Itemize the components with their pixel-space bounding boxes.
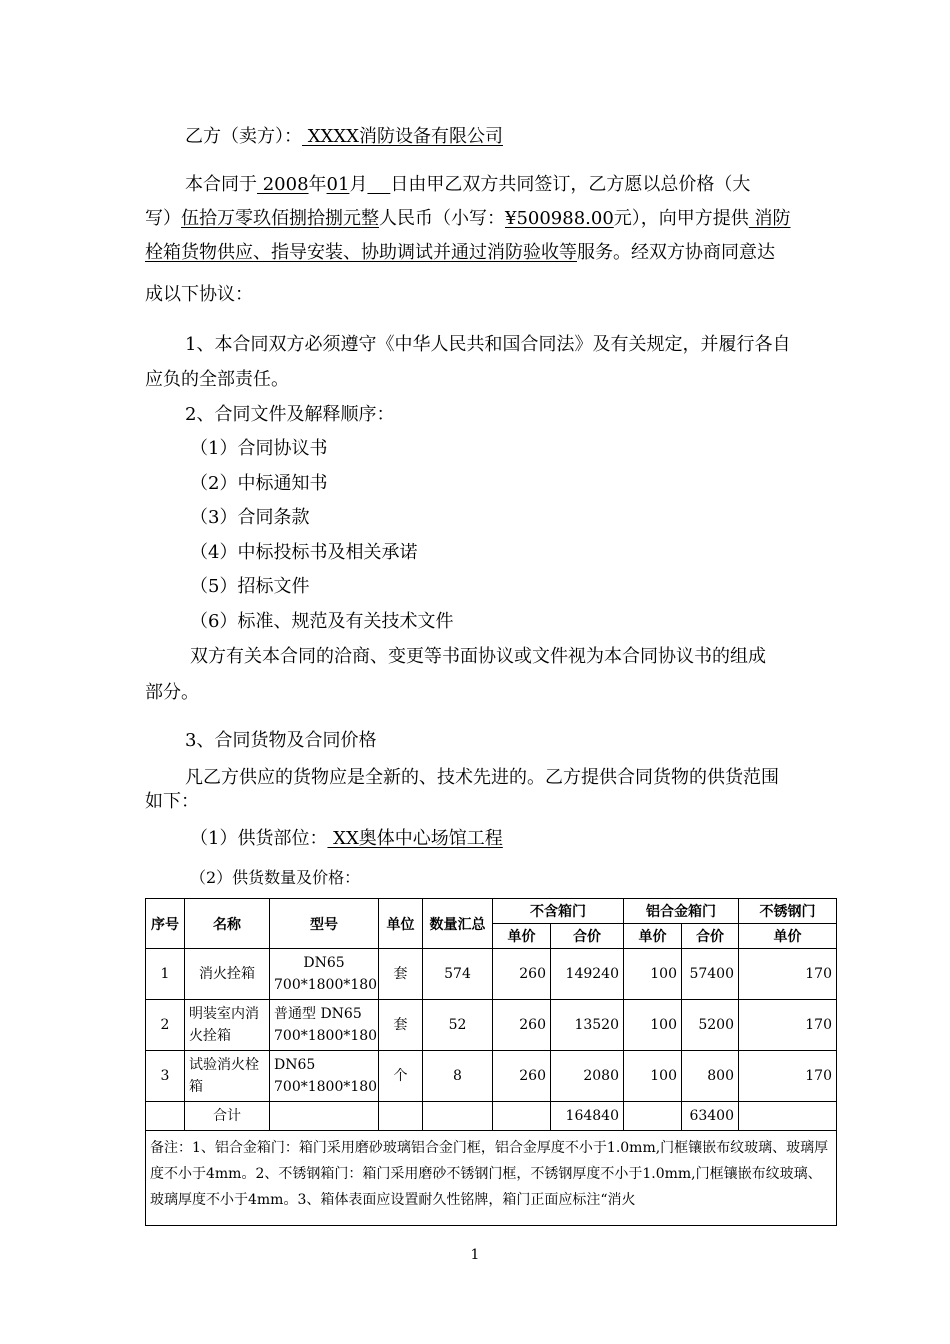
intro-text: 年 bbox=[308, 174, 327, 195]
cell-ss-price: 170 bbox=[739, 949, 837, 1000]
header-total-price: 合价 bbox=[551, 924, 624, 949]
doc-list-item: （1）合同协议书 bbox=[190, 438, 328, 459]
contract-year: 2008 bbox=[257, 174, 309, 195]
header-unit-price: 单价 bbox=[739, 924, 837, 949]
cell-alu-price: 100 bbox=[624, 949, 682, 1000]
intro-text: 日由甲乙双方共同签订，乙方愿以总价格（大 bbox=[390, 174, 751, 195]
cell-seq: 2 bbox=[146, 1000, 185, 1051]
table-row bbox=[146, 949, 837, 1000]
table-row bbox=[146, 1051, 837, 1102]
service-scope: 栓箱货物供应、指导安装、协助调试并通过消防验收等 bbox=[145, 242, 577, 263]
clause-2-tail-2: 部分。 bbox=[145, 682, 199, 703]
cell-name: 消火拴箱 bbox=[185, 949, 270, 1000]
cell-qty: 8 bbox=[423, 1051, 493, 1102]
header-unit: 单位 bbox=[379, 899, 423, 949]
cell-no-door-total: 13520 bbox=[551, 1000, 624, 1051]
doc-list-item: （3）合同条款 bbox=[190, 507, 310, 528]
doc-list-item: （4）中标投标书及相关承诺 bbox=[190, 542, 418, 563]
supply-qty-label: （2）供货数量及价格： bbox=[190, 868, 361, 887]
intro-text: 服务。经双方协商同意达 bbox=[577, 242, 775, 263]
intro-text: 月 bbox=[349, 174, 368, 195]
header-no-door: 不含箱门 bbox=[493, 899, 624, 924]
header-ss-door: 不锈钢门 bbox=[739, 899, 837, 924]
cell-model: DN65 700*1800*180 bbox=[270, 949, 379, 1000]
cell-seq: 3 bbox=[146, 1051, 185, 1102]
table-total-row bbox=[146, 1102, 837, 1131]
clause-3-line-1: 凡乙方供应的货物应是全新的、技术先进的。乙方提供合同货物的供货范围 bbox=[185, 767, 779, 788]
header-total-price: 合价 bbox=[682, 924, 739, 949]
cell-empty bbox=[379, 1102, 423, 1131]
intro-text: 本合同于 bbox=[185, 174, 257, 195]
supply-site-value: XX奥体中心场馆工程 bbox=[327, 828, 503, 849]
amount-in-words: 伍拾万零玖佰捌拾捌元整 bbox=[181, 208, 379, 229]
header-name: 名称 bbox=[185, 899, 270, 949]
cell-no-door-price: 260 bbox=[493, 1051, 551, 1102]
cell-empty bbox=[146, 1102, 185, 1131]
cell-alu-total: 5200 bbox=[682, 1000, 739, 1051]
intro-text: 人民币（小写： bbox=[379, 208, 505, 229]
intro-text: 元），向甲方提供 bbox=[613, 208, 749, 229]
doc-list-item: （6）标准、规范及有关技术文件 bbox=[190, 611, 454, 632]
cell-total-no-door: 164840 bbox=[551, 1102, 624, 1131]
amount-in-figures: ¥500988.00 bbox=[505, 208, 614, 229]
cell-empty bbox=[739, 1102, 837, 1131]
cell-name: 明装室内消火拴箱 bbox=[185, 1000, 270, 1051]
doc-list-item: （2）中标通知书 bbox=[190, 473, 328, 494]
header-qty: 数量汇总 bbox=[423, 899, 493, 949]
page-number: 1 bbox=[470, 1247, 480, 1263]
supply-site-label: （1）供货部位： bbox=[190, 828, 328, 849]
cell-empty bbox=[624, 1102, 682, 1131]
cell-ss-price: 170 bbox=[739, 1000, 837, 1051]
cell-empty bbox=[423, 1102, 493, 1131]
clause-3-title: 3、合同货物及合同价格 bbox=[185, 730, 377, 751]
clause-1-line-2: 应负的全部责任。 bbox=[145, 369, 289, 390]
header-model: 型号 bbox=[270, 899, 379, 949]
cell-no-door-total: 149240 bbox=[551, 949, 624, 1000]
cell-unit: 个 bbox=[379, 1051, 423, 1102]
party-b-line bbox=[185, 125, 503, 149]
cell-empty bbox=[270, 1102, 379, 1131]
supply-site-line bbox=[190, 827, 503, 851]
clause-1-line-1: 1、本合同双方必须遵守《中华人民共和国合同法》及有关规定，并履行各自 bbox=[185, 334, 791, 355]
cell-unit: 套 bbox=[379, 1000, 423, 1051]
intro-line-3 bbox=[145, 241, 775, 265]
clause-3-line-2: 如下： bbox=[145, 791, 199, 812]
clause-2-title: 2、合同文件及解释顺序： bbox=[185, 404, 395, 425]
cell-qty: 574 bbox=[423, 949, 493, 1000]
service-scope: 消防 bbox=[748, 208, 791, 229]
cell-model: DN65 700*1800*180 bbox=[270, 1051, 379, 1102]
cell-no-door-total: 2080 bbox=[551, 1051, 624, 1102]
cell-alu-price: 100 bbox=[624, 1000, 682, 1051]
cell-empty bbox=[493, 1102, 551, 1131]
contract-month: 01 bbox=[326, 174, 350, 195]
cell-total-label: 合计 bbox=[185, 1102, 270, 1131]
cell-no-door-price: 260 bbox=[493, 1000, 551, 1051]
contract-day bbox=[367, 174, 390, 195]
header-seq: 序号 bbox=[146, 899, 185, 949]
cell-alu-price: 100 bbox=[624, 1051, 682, 1102]
cell-total-alu: 63400 bbox=[682, 1102, 739, 1131]
doc-list-item: （5）招标文件 bbox=[190, 576, 310, 597]
party-b-name: XXXX消防设备有限公司 bbox=[302, 126, 503, 147]
cell-ss-price: 170 bbox=[739, 1051, 837, 1102]
party-b-label: 乙方（卖方）： bbox=[185, 126, 302, 147]
cell-alu-total: 800 bbox=[682, 1051, 739, 1102]
header-unit-price: 单价 bbox=[493, 924, 551, 949]
intro-text: 写） bbox=[145, 208, 181, 229]
cell-seq: 1 bbox=[146, 949, 185, 1000]
table-note: 备注：1、铝合金箱门：箱门采用磨砂玻璃铝合金门框，铝合金厚度不小于1.0mm,门框镶嵌布纹玻璃、玻璃厚度不小于4mm。2、不锈钢箱门：箱门采用磨砂不锈钢门框，不锈钢厚度不小于1.0mm,门框镶嵌布纹玻璃、玻璃厚度不小于4mm。3、箱体表面应设置耐久性铭牌，箱门正面应标注“消火 bbox=[146, 1131, 837, 1226]
table-note-row bbox=[146, 1131, 837, 1226]
goods-price-table bbox=[145, 898, 837, 1226]
cell-name: 试验消火栓箱 bbox=[185, 1051, 270, 1102]
intro-line-2 bbox=[145, 207, 791, 231]
cell-unit: 套 bbox=[379, 949, 423, 1000]
header-alu-door: 铝合金箱门 bbox=[624, 899, 739, 924]
cell-no-door-price: 260 bbox=[493, 949, 551, 1000]
cell-alu-total: 57400 bbox=[682, 949, 739, 1000]
table-row bbox=[146, 1000, 837, 1051]
header-unit-price: 单价 bbox=[624, 924, 682, 949]
cell-qty: 52 bbox=[423, 1000, 493, 1051]
intro-line-4: 成以下协议： bbox=[145, 284, 253, 305]
clause-2-tail-1: 双方有关本合同的洽商、变更等书面协议或文件视为本合同协议书的组成 bbox=[190, 646, 766, 667]
intro-line-1 bbox=[185, 173, 750, 197]
cell-model: 普通型 DN65 700*1800*180 bbox=[270, 1000, 379, 1051]
